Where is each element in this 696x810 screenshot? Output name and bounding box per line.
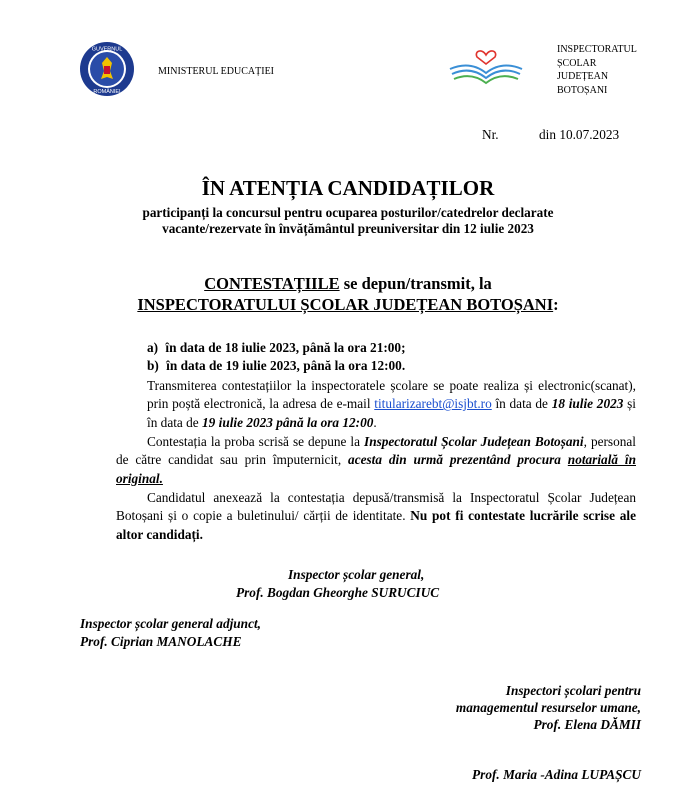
svg-text:ROMÂNIEI: ROMÂNIEI xyxy=(93,89,121,95)
inspectorate-line: JUDEȚEAN xyxy=(557,71,609,82)
registration-number-label: Nr. xyxy=(482,127,499,142)
signature-hr-title xyxy=(420,682,641,733)
subtitle-line: vacante/rezervate în învățământul preuniversitar din 12 iulie 2023 xyxy=(162,221,534,236)
list-marker: a) xyxy=(147,340,159,355)
list-text: în data de 18 iulie 2023, până la ora 21:00; xyxy=(165,340,406,355)
headline-contestatii: CONTESTAȚIILE xyxy=(204,274,340,293)
headline-rest: se depun/transmit, la xyxy=(339,274,492,293)
signature-general-title: Inspector școlar general, xyxy=(288,567,425,582)
list-marker: b) xyxy=(147,358,159,373)
headline-inspectorate: INSPECTORATULUI ȘCOLAR JUDEȚEAN BOTOȘANI xyxy=(137,295,554,314)
government-seal-icon xyxy=(79,41,135,97)
inspectorate-line: INSPECTORATUL xyxy=(557,44,637,55)
para3-bold: Nu pot fi contestate lucrările scrise ale altor candidați. xyxy=(116,508,636,542)
subtitle xyxy=(0,205,696,237)
signature-adjunct-name: Prof. Ciprian MANOLACHE xyxy=(80,634,242,649)
subtitle-line: participanți la concursul pentru ocuparea posturilor/catedrelor declarate xyxy=(142,205,554,220)
para3-text: Candidatul anexează la contestația depusă/transmisă la Inspectoratul Școlar Județean Botoșani și o copie a buletinului/ cărții de identitate. xyxy=(116,490,636,524)
page-title: ÎN ATENȚIA CANDIDAȚILOR xyxy=(201,176,495,200)
headline xyxy=(0,273,696,315)
list-item xyxy=(147,357,405,375)
ministry-name: MINISTERUL EDUCAȚIEI xyxy=(158,66,275,77)
para1-text: în data de xyxy=(491,396,552,412)
signature-adjunct-title: Inspector școlar general adjunct, xyxy=(80,616,261,631)
list-item xyxy=(147,339,406,357)
svg-text:GUVERNUL: GUVERNUL xyxy=(91,46,123,53)
para1-date: 18 iulie 2023 xyxy=(551,396,624,412)
inspectorate-line: BOTOȘANI xyxy=(557,84,608,96)
para1-text: . xyxy=(373,414,377,430)
headline-colon: : xyxy=(553,295,559,314)
signature-hr-name: Prof. Elena DĂMII xyxy=(533,717,641,732)
para2-inspectorate: Inspectoratul Școlar Județean Botoșani xyxy=(364,434,584,449)
list-text: în data de 19 iulie 2023, până la ora 12:00. xyxy=(166,358,406,373)
para1-text: Transmiterea contestațiilor la inspectoratele școlare se poate realiza și electronic(scanat), prin poștă electronică, la adresa de e-mail xyxy=(147,378,636,412)
paragraph-electronic-submission xyxy=(147,377,636,432)
signature-hr-title-line: Inspectori școlari pentru xyxy=(505,683,641,698)
email-link[interactable]: titularizarebt@isjbt.ro xyxy=(374,396,492,412)
document-date: din 10.07.2023 xyxy=(539,127,620,142)
para2-text: Contestația la proba scrisă se depune la xyxy=(147,434,365,449)
para1-text: și în data de xyxy=(147,396,636,430)
signature-hr-name-2: Prof. Maria -Adina LUPAȘCU xyxy=(472,767,641,782)
signature-hr-title-line: managementul resurselor umane, xyxy=(455,700,641,715)
para2-notarial: notarială în original. xyxy=(116,452,636,486)
para2-text: , personal de către candidat sau prin împuternicit, xyxy=(116,434,636,468)
para1-date: 19 iulie 2023 până la ora 12:00 xyxy=(202,414,374,430)
paragraph-written-test xyxy=(116,433,636,488)
signature-general-name: Prof. Bogdan Gheorghe SURUCIUC xyxy=(236,585,440,600)
inspectorate-line: ȘCOLAR xyxy=(557,57,597,69)
paragraph-attachments xyxy=(116,489,636,544)
para2-proxy: acesta din urmă prezentând procura xyxy=(348,452,561,468)
inspectorate-logo-icon xyxy=(446,47,526,89)
inspectorate-name xyxy=(557,43,637,97)
